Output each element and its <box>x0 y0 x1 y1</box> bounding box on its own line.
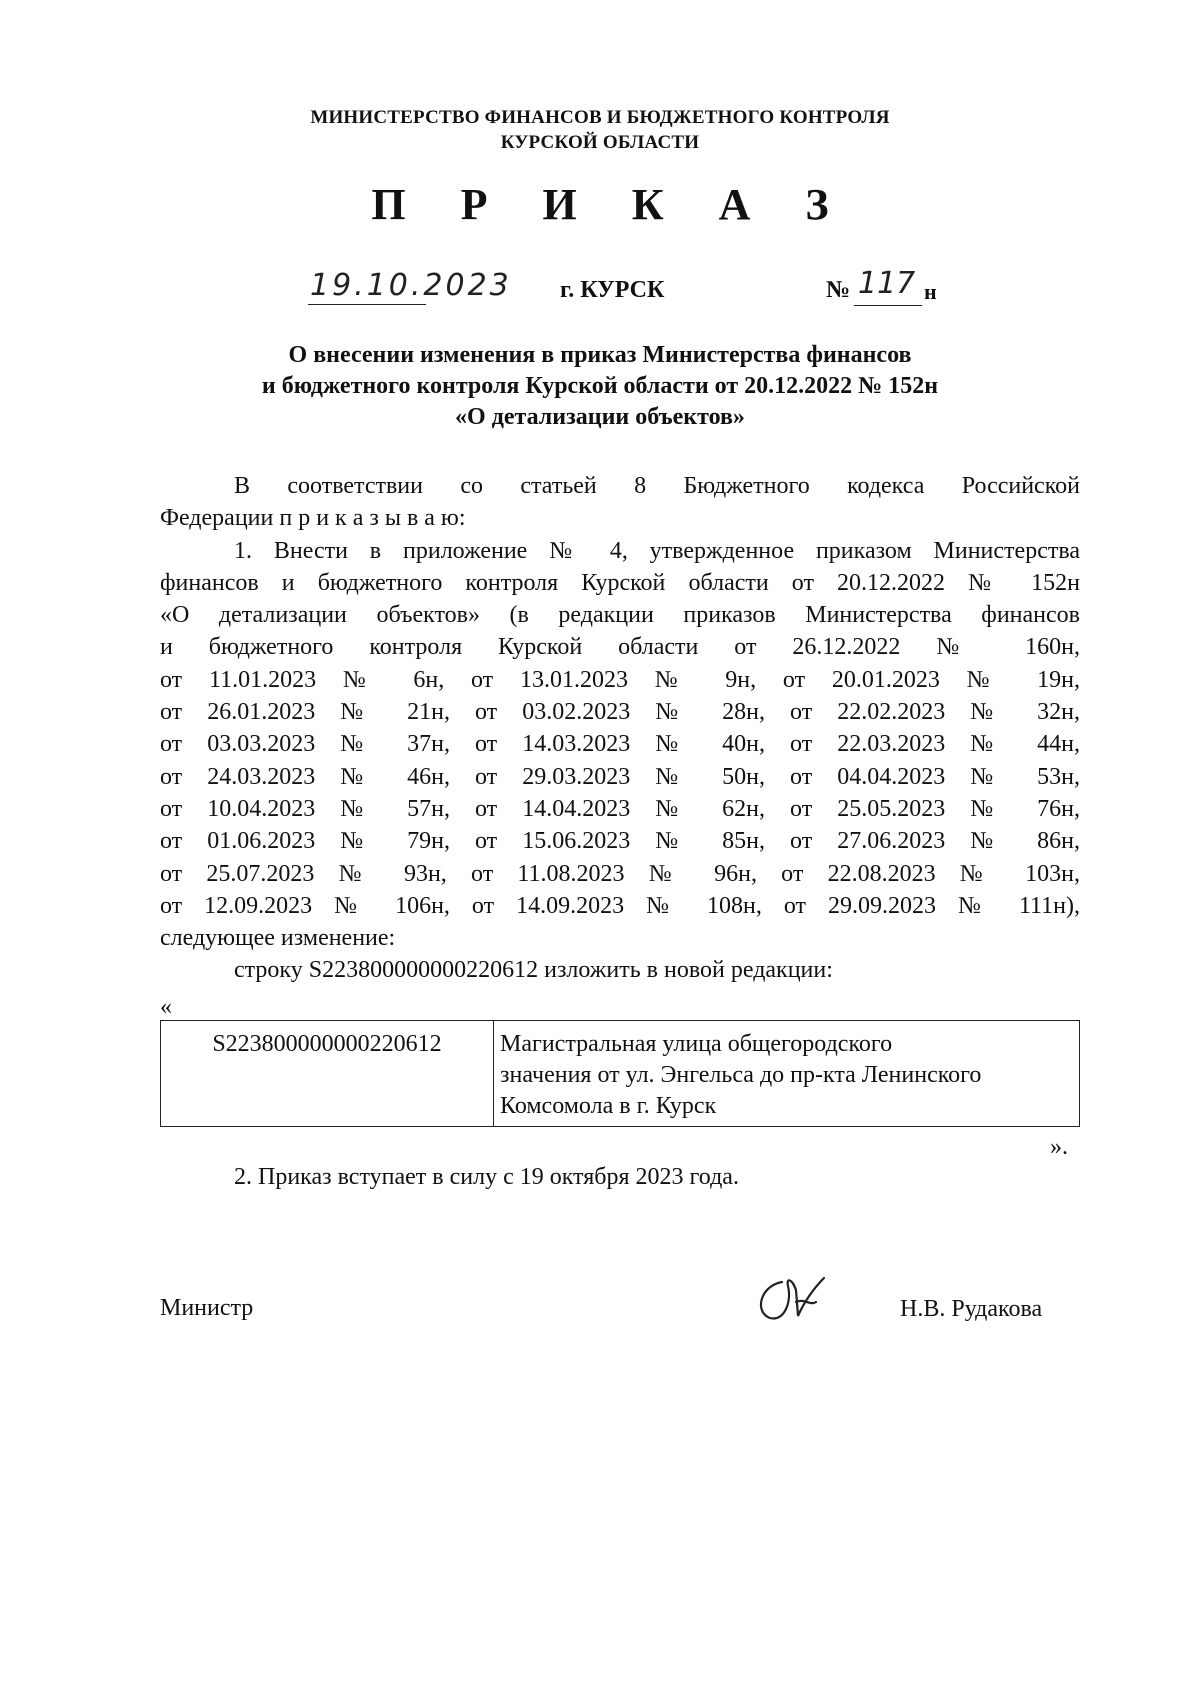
description-line: Комсомола в г. Курск <box>500 1093 717 1119</box>
paragraph-2-line: от 25.07.2023 № 93н, от 11.08.2023 № 96н, от 22.08.2023 № 103н, <box>160 860 1080 887</box>
signatory-title: Министр <box>160 1295 254 1321</box>
paragraph-2-line: «О детализации объектов» (в редакции приказов Министерства финансов <box>160 602 1080 629</box>
paragraph-2-line: от 11.01.2023 № 6н, от 13.01.2023 № 9н, от 20.01.2023 № 19н, <box>160 666 1080 693</box>
subject-line-2: и бюджетного контроля Курской области от 20.12.2022 № 152н <box>261 373 939 399</box>
paragraph-2-line: от 03.03.2023 № 37н, от 14.03.2023 № 40н, от 22.03.2023 № 44н, <box>160 731 1080 758</box>
quote-open: « <box>160 994 172 1020</box>
description-line: значения от ул. Энгельса до пр-кта Ленинского <box>500 1062 982 1088</box>
paragraph-3-line: строку S223800000000220612 изложить в новой редакции: <box>234 957 833 984</box>
paragraph-2-line: от 12.09.2023 № 106н, от 14.09.2023 № 108н, от 29.09.2023 № 111н), <box>160 892 1080 919</box>
table-row <box>161 1021 1080 1127</box>
signatory-name: Н.В. Рудакова <box>900 1296 1043 1322</box>
document-type: П Р И К А З <box>371 180 851 229</box>
quote-close: ». <box>1050 1134 1068 1160</box>
paragraph-1-line: Федерации п р и к а з ы в а ю: <box>160 505 466 532</box>
number-underline <box>854 305 922 306</box>
paragraph-2-line: следующее изменение: <box>160 925 396 952</box>
ministry-line-2: КУРСКОЙ ОБЛАСТИ <box>500 132 700 153</box>
document-number: 117 <box>858 266 916 301</box>
document-date: 19.10.2023 <box>310 268 512 303</box>
description-line: Магистральная улица общегородского <box>500 1031 893 1057</box>
amendment-code-cell: S223800000000220612 <box>161 1021 494 1127</box>
document-subject <box>0 340 1200 433</box>
number-label: № <box>826 277 851 303</box>
paragraph-3 <box>160 954 1080 986</box>
amendment-description-cell <box>494 1021 1080 1127</box>
subject-line-3: «О детализации объектов» <box>455 404 745 430</box>
number-suffix: н <box>924 279 937 304</box>
paragraph-2-line: финансов и бюджетного контроля Курской области от 20.12.2022 № 152н <box>160 569 1080 596</box>
paragraph-1-line: В соответствии со статьей 8 Бюджетного кодекса Российской <box>234 473 1080 499</box>
paragraph-1 <box>160 470 1080 535</box>
paragraph-2-line: от 10.04.2023 № 57н, от 14.04.2023 № 62н, от 25.05.2023 № 76н, <box>160 795 1080 822</box>
paragraph-2 <box>160 535 1080 955</box>
paragraph-2-line: 1. Внести в приложение № 4, утвержденное приказом Министерства <box>234 537 1080 564</box>
paragraph-2-line: от 24.03.2023 № 46н, от 29.03.2023 № 50н, от 04.04.2023 № 53н, <box>160 763 1080 790</box>
effective-date-paragraph: 2. Приказ вступает в силу с 19 октября 2023 года. <box>234 1164 739 1190</box>
document-city: г. КУРСК <box>560 277 665 303</box>
document-body <box>160 470 1080 987</box>
subject-line-1: О внесении изменения в приказ Министерства финансов <box>288 342 912 368</box>
amendment-table <box>160 1020 1080 1127</box>
handwritten-signature-icon <box>752 1272 842 1328</box>
paragraph-2-line: и бюджетного контроля Курской области от 26.12.2022 № 160н, <box>160 634 1080 661</box>
paragraph-2-line: от 26.01.2023 № 21н, от 03.02.2023 № 28н, от 22.02.2023 № 32н, <box>160 699 1080 726</box>
ministry-line-1: МИНИСТЕРСТВО ФИНАНСОВ И БЮДЖЕТНОГО КОНТРОЛЯ <box>310 107 890 128</box>
date-underline <box>308 304 426 305</box>
paragraph-2-line: от 01.06.2023 № 79н, от 15.06.2023 № 85н, от 27.06.2023 № 86н, <box>160 828 1080 855</box>
ministry-header <box>0 105 1200 155</box>
